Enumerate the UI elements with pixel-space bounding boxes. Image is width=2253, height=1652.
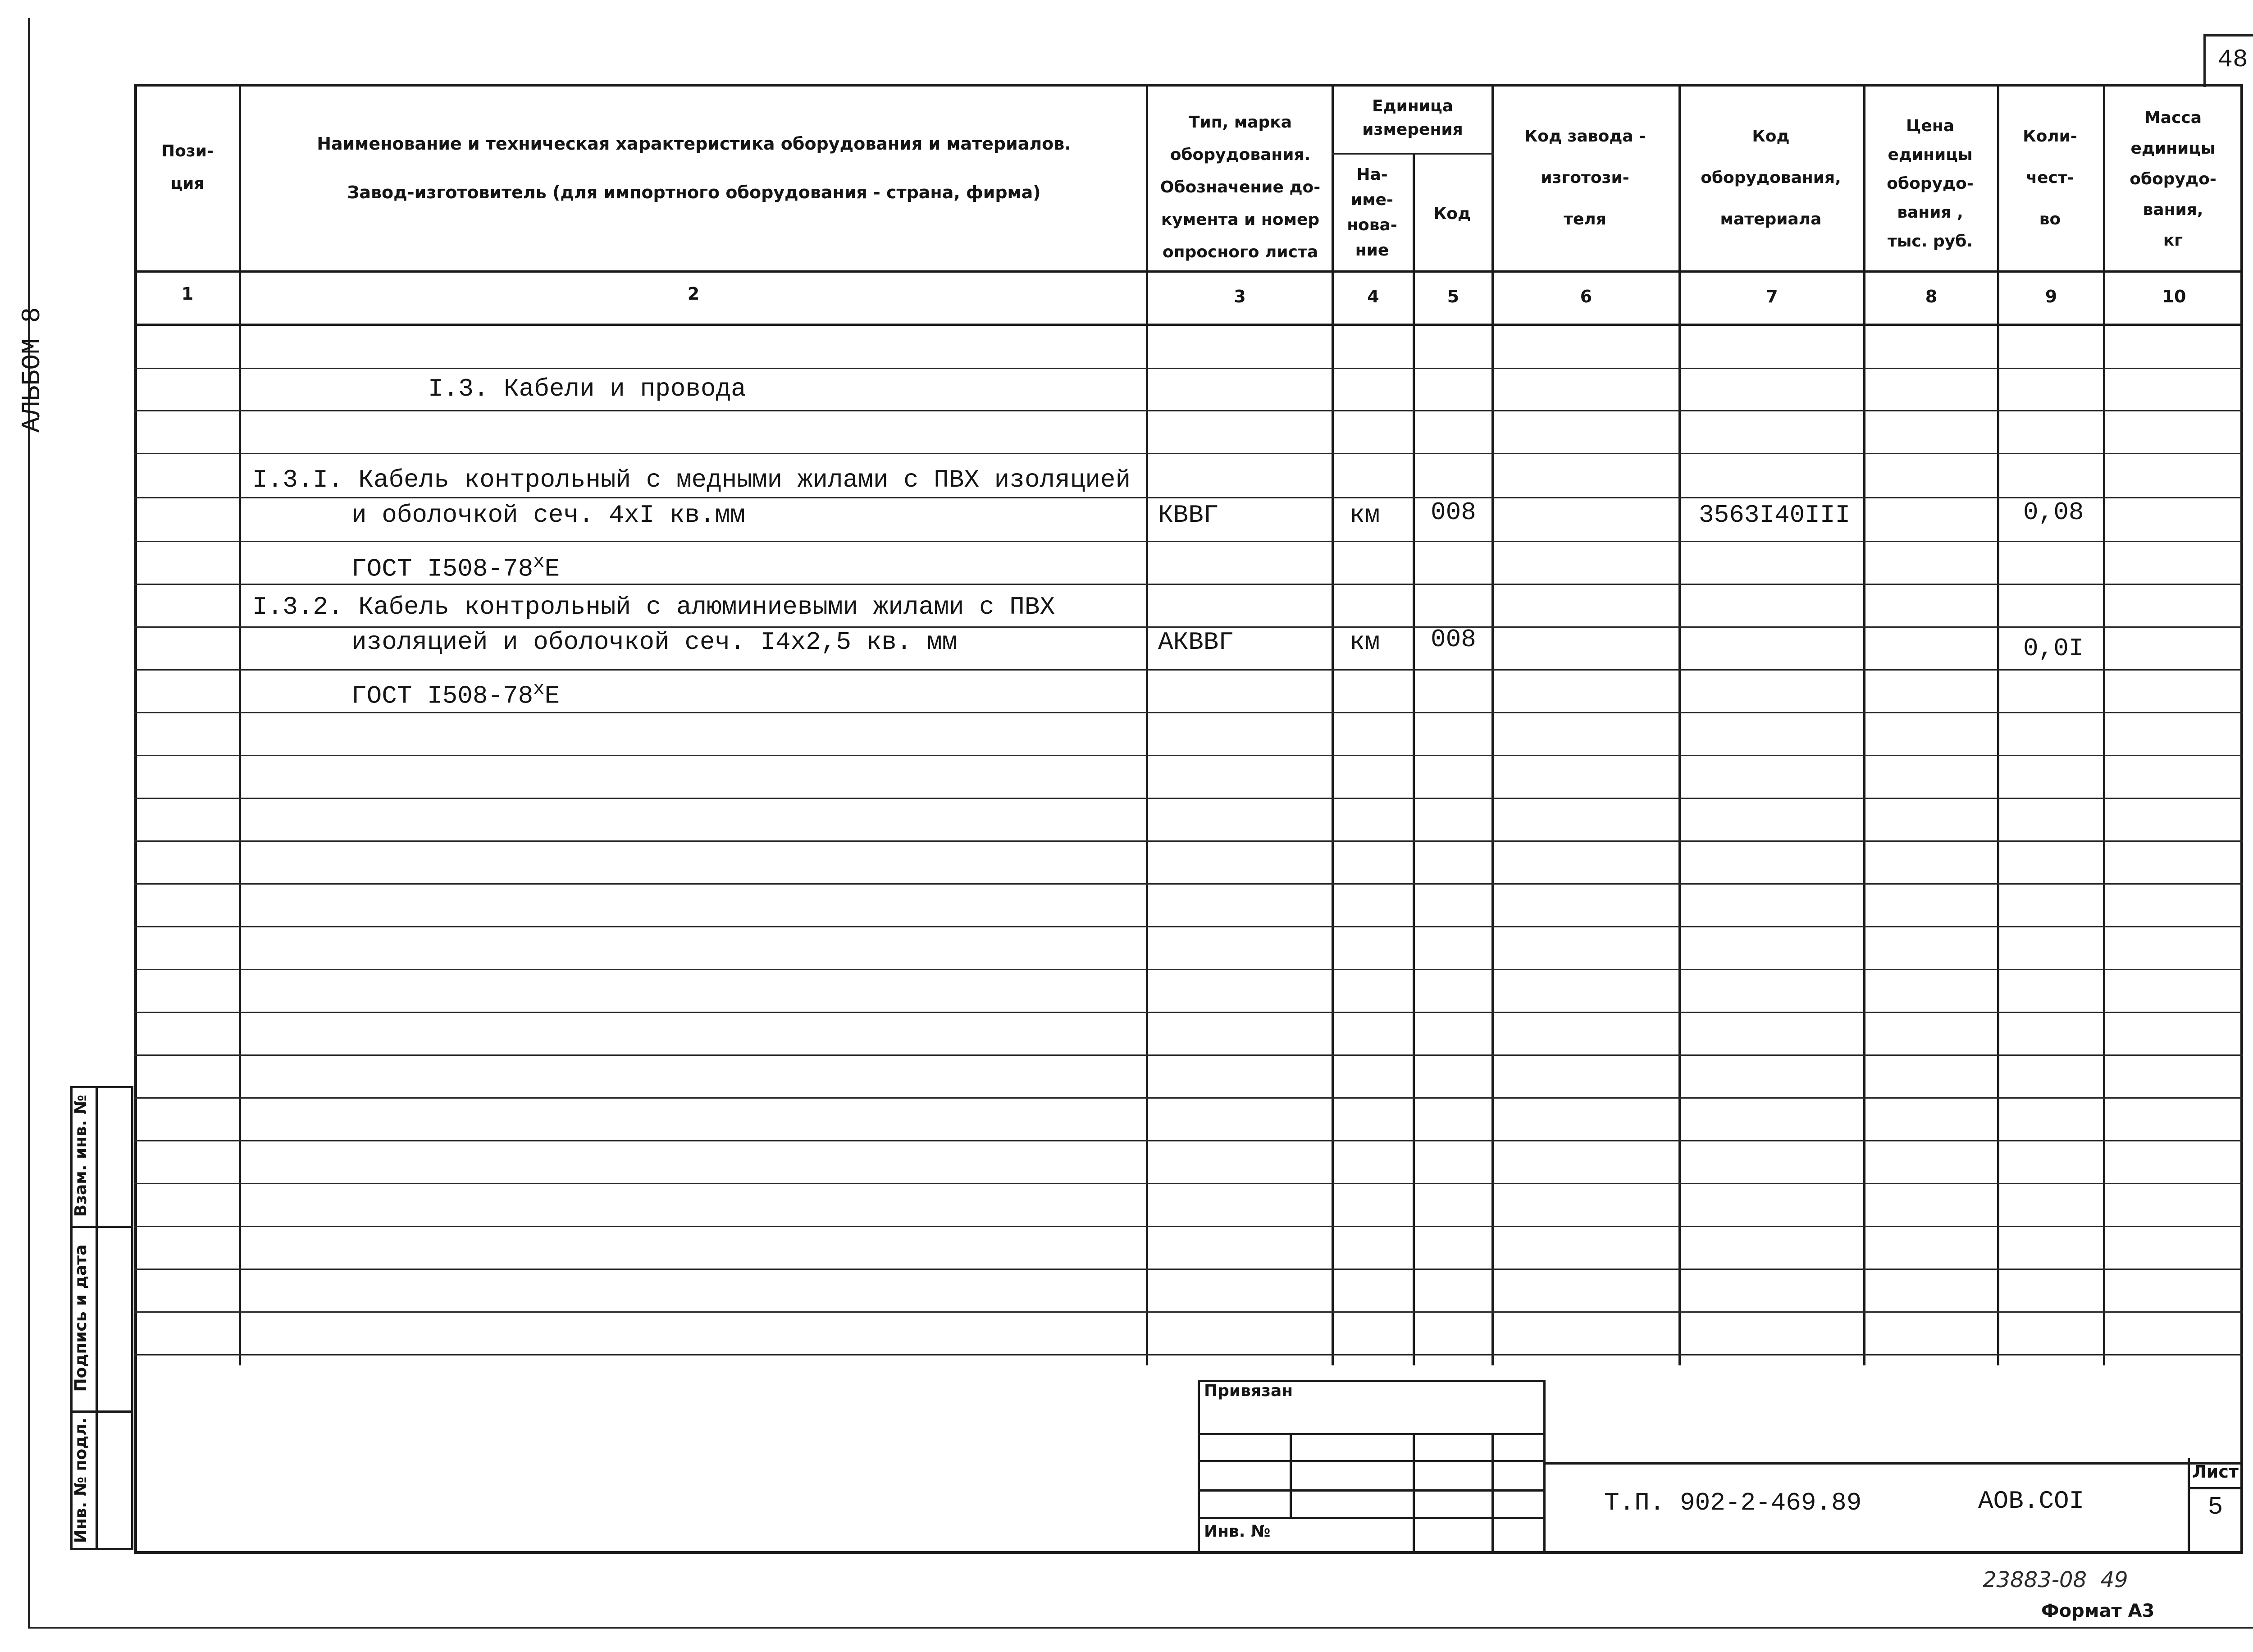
col-divider: [1678, 84, 1681, 1365]
album-label: АЛЬБОМ 8: [18, 307, 47, 433]
item2-gost-tail: Е: [544, 681, 560, 711]
table-row-line: [134, 1183, 2243, 1184]
privyazan-label: Привязан: [1204, 1382, 1293, 1400]
header-name-line2: Завод-изготовитель (для импортного оборудования - страна, фирма): [347, 183, 1041, 202]
inv-no-label: Инв. №: [1204, 1522, 1271, 1541]
item2-unit-code: 008: [1431, 625, 1476, 654]
table-row-line: [134, 541, 2243, 542]
item2-quantity: 0,0I: [2023, 634, 2084, 663]
header-mass: Масса единицы оборудо- вания, кг: [2130, 109, 2217, 250]
stamp-podpis: Подпись и дата: [72, 1244, 90, 1392]
header-unit-group: Единица измерения: [1362, 97, 1463, 139]
header-name-line1: Наименование и техническая характеристика оборудования и материалов.: [317, 134, 1071, 154]
table-row-line: [134, 1226, 2243, 1227]
item1-line3: [351, 546, 560, 585]
table-row-line: [134, 410, 2243, 411]
item1-gost: ГОСТ I508-78: [351, 554, 534, 584]
privyazan-vline: [1290, 1433, 1292, 1519]
table-row-line: [134, 840, 2243, 842]
header-type: Тип, марка оборудования. Обозначение до- кумента и номер опросного листа: [1160, 113, 1321, 261]
header-equipment-code: Код оборудования, материала: [1701, 127, 1841, 228]
stamp-inv: Инв. № подл.: [72, 1417, 90, 1543]
col-divider: [1332, 84, 1334, 1365]
header-position: Пози- ция: [161, 142, 214, 193]
table-row-line: [134, 1054, 2243, 1056]
item1-unit-code: 008: [1431, 498, 1476, 527]
title-block-top: [1546, 1462, 2243, 1465]
table-row-line: [134, 1140, 2243, 1141]
item1-line1: I.3.I. Кабель контрольный с медными жилами с ПВХ изоляцией: [252, 465, 1131, 494]
item1-line2: и оболочкой сеч. 4хI кв.мм: [351, 501, 745, 529]
table-row-line: [134, 1097, 2243, 1099]
doc-code: Т.П. 902-2-469.89: [1604, 1488, 1862, 1517]
colnum-4: 4: [1367, 287, 1379, 306]
item1-equipment-code: 3563I40III: [1699, 501, 1851, 529]
unit-group-divider: [1332, 153, 1494, 155]
table-row-line: [134, 453, 2243, 454]
item1-type: КВВГ: [1158, 501, 1219, 529]
header-price: Цена единицы оборудо- вания , тыс. руб.: [1887, 117, 1974, 251]
colnum-2: 2: [687, 284, 700, 304]
list-box-divider: [2188, 1487, 2243, 1489]
table-row-line: [134, 755, 2243, 756]
table-row-line: [134, 368, 2243, 369]
list-number: 5: [2207, 1492, 2223, 1521]
handwritten-number: 23883-08 49: [1983, 1567, 2128, 1593]
colnum-7: 7: [1766, 287, 1778, 306]
header-unit-code: Код: [1433, 205, 1471, 223]
header-quantity: Коли- чест- во: [2023, 127, 2077, 228]
item2-gost: ГОСТ I508-78: [351, 681, 534, 711]
item1-quantity: 0,08: [2023, 498, 2084, 527]
col-divider: [1997, 84, 1999, 1365]
privyazan-vline: [1413, 1433, 1415, 1554]
table-row-line: [134, 497, 2243, 498]
privyazan-vline: [1491, 1433, 1494, 1554]
header-bottom-line: [134, 270, 2243, 273]
colnum-6: 6: [1580, 287, 1592, 306]
colnum-3: 3: [1234, 287, 1246, 306]
item1-gost-sup: х: [533, 551, 545, 573]
item2-type: АКВВГ: [1158, 628, 1234, 657]
table-row-line: [134, 883, 2243, 885]
item2-line2: изоляцией и оболочкой сеч. I4х2,5 кв. мм: [351, 628, 958, 657]
table-row-line: [134, 1311, 2243, 1313]
header-factory-code: Код завода - изготози- теля: [1524, 127, 1646, 228]
item2-unit-name: км: [1350, 628, 1380, 657]
item2-gost-sup: х: [533, 678, 545, 700]
table-row-line: [134, 1354, 2243, 1355]
table-row-line: [134, 1012, 2243, 1013]
format-label: Формат А3: [2041, 1601, 2155, 1621]
list-label: Лист: [2192, 1462, 2239, 1482]
col-divider: [1491, 84, 1494, 1365]
item1-gost-tail: Е: [544, 554, 560, 584]
table-row-line: [134, 669, 2243, 671]
colnum-bottom-line: [134, 324, 2243, 326]
table-row-line: [134, 926, 2243, 927]
item2-line3: [351, 673, 560, 712]
table-row-line: [134, 969, 2243, 970]
side-stamp-divider: [96, 1086, 98, 1550]
col-divider: [2103, 84, 2105, 1365]
colnum-9: 9: [2045, 287, 2057, 306]
colnum-8: 8: [1925, 287, 1938, 306]
table-row-line: [134, 798, 2243, 799]
section-title: I.3. Кабели и провода: [428, 374, 746, 403]
colnum-10: 10: [2162, 287, 2186, 306]
sheet-code: АОВ.СОI: [1978, 1487, 2084, 1515]
table-row-line: [134, 712, 2243, 713]
stamp-vzam: Взам. инв. №: [72, 1095, 90, 1217]
header-unit-name: На- име- нова- ние: [1347, 165, 1397, 260]
page-number: 48: [2217, 45, 2248, 74]
table-row-line: [134, 1269, 2243, 1270]
col-divider: [239, 84, 241, 1365]
item2-line1: I.3.2. Кабель контрольный с алюминиевыми жилами с ПВХ: [252, 593, 1055, 621]
col-divider: [1146, 84, 1148, 1365]
col-divider: [1863, 84, 1865, 1365]
item1-unit-name: км: [1350, 501, 1380, 529]
colnum-1: 1: [181, 284, 194, 304]
colnum-5: 5: [1447, 287, 1459, 306]
